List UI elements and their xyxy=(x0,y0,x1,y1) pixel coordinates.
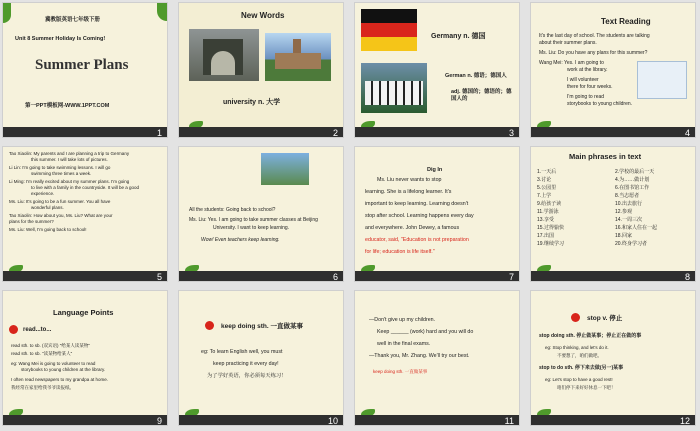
slide-number: 8 xyxy=(684,272,690,282)
slide-title: Summer Plans xyxy=(35,57,129,73)
text-line: —Thank you, Mr. Zhang. We'll try our best. xyxy=(369,353,470,359)
text-line: well in the final exams. xyxy=(377,341,431,347)
text-line: for life; education is life itself." xyxy=(365,249,435,255)
text-line: keep doing sth. 一直做某事 xyxy=(373,369,428,374)
phrase-item: 4.为……做计划 xyxy=(615,177,650,183)
text-line: eg: Stop thinking, and let's do it. xyxy=(545,345,609,350)
slide-number-bar xyxy=(179,415,343,425)
slide-number-bar xyxy=(179,127,343,137)
text-line: there for four weeks. xyxy=(567,84,613,90)
slide-number: 11 xyxy=(504,416,514,426)
slide-unit: Unit 8 Summer Holiday Is Coming! xyxy=(15,36,106,42)
phrase-item: 19.继续学习 xyxy=(537,241,564,247)
university-photo xyxy=(265,33,331,81)
text-line: storybooks to young children. xyxy=(567,101,633,107)
phrase-item: 5.公园里 xyxy=(537,185,557,191)
slide-number-bar xyxy=(531,271,695,281)
slide-number-bar xyxy=(3,127,167,137)
slide-title: Main phrases in text xyxy=(569,152,642,161)
text-line: keep practicing it every day! xyxy=(213,361,279,367)
text-line: 我经常在家里给我爷爷读报纸。 xyxy=(11,385,74,390)
slide-title: Dig In xyxy=(427,167,443,173)
slide-3[interactable] xyxy=(354,2,520,138)
text-line: eg: Wang Mei is going to volunteer to read xyxy=(11,361,96,366)
phrase-item: 11.学游泳 xyxy=(537,209,559,215)
text-line: swimming three times a week. xyxy=(31,171,92,176)
phrase-item: 15.过得愉快 xyxy=(537,225,564,231)
phrase-item: 8.当志愿者 xyxy=(615,193,640,199)
text-line: Ms. Liu: It's going to be a fun summer. You all have xyxy=(9,199,111,204)
slide-title: Language Points xyxy=(53,308,114,317)
text-line: —Don't give up my children. xyxy=(369,317,436,323)
text-line: eg: Let's stop to have a good rest! xyxy=(545,377,613,382)
bullet-icon xyxy=(9,325,18,334)
students-illustration xyxy=(637,61,687,99)
slide-number-bar xyxy=(531,415,695,425)
slide-number: 1 xyxy=(156,128,162,138)
text-line: Wang Mei: Yes. I am going to xyxy=(539,60,604,66)
phrase-item: 1.一天后 xyxy=(537,169,557,175)
country-label: Germany n. 德国 xyxy=(431,33,486,40)
text-line: this summer. I will take lots of pictures. xyxy=(31,157,108,162)
phrase-item: 3.讨论 xyxy=(537,177,552,183)
adj-label: adj. 德国的；德语的；德国人的 xyxy=(451,89,512,102)
bullet-icon xyxy=(571,313,580,322)
text-line: experience. xyxy=(31,191,55,196)
text-line: stop after school. Learning happens every day xyxy=(365,213,474,219)
text-line: It's the last day of school. The students are talking xyxy=(539,33,650,39)
slide-number: 2 xyxy=(332,128,338,138)
phrase-item: 10.出去旅行 xyxy=(615,201,642,207)
text-line: important to keep learning. Learning doesn't xyxy=(365,201,469,207)
text-line: read sth. to sb. "读某物给某人" xyxy=(11,351,73,356)
slide-5[interactable] xyxy=(2,146,168,282)
slide-11[interactable] xyxy=(354,290,520,426)
text-line: I often read newspapers to my grandpa at home. xyxy=(11,377,109,382)
slide-number-bar xyxy=(355,415,519,425)
phrase-item: 20.终身学习者 xyxy=(615,241,647,247)
slide-number-bar xyxy=(531,127,695,137)
slide-6[interactable] xyxy=(178,146,344,282)
slide-2[interactable] xyxy=(178,2,344,138)
phrase-item: 6.在图书馆工作 xyxy=(615,185,650,191)
text-line: Ms. Liu: Do you have any plans for this summer? xyxy=(539,50,648,56)
point-head: stop v. 停止 xyxy=(587,315,623,322)
slide-1[interactable] xyxy=(2,2,168,138)
text-line: about their summer plans. xyxy=(539,40,597,46)
text-line: 咱们停下来好好休息一下吧！ xyxy=(557,385,616,390)
text-line: Keep ______ (work) hard and you will do xyxy=(377,329,474,335)
slide-number-bar xyxy=(355,271,519,281)
slide-number: 7 xyxy=(508,272,514,282)
point-head: keep doing sth. 一直做某事 xyxy=(221,323,303,330)
slide-title: Text Reading xyxy=(601,17,651,26)
phrase-item: 7.上学 xyxy=(537,193,552,199)
slide-number-bar xyxy=(355,127,519,137)
text-line: I'm going to read xyxy=(567,94,605,100)
text-line: and everywhere. John Dewey, a famous xyxy=(365,225,460,231)
text-line: work at the library. xyxy=(567,67,608,73)
phrase-item: 16.和家人住在一起 xyxy=(615,225,657,231)
germany-flag xyxy=(361,9,417,23)
slide-header: 冀教版英语七年级下册 xyxy=(45,17,101,23)
text-line: eg: To learn English well, you must xyxy=(201,349,283,355)
text-line: Li Lin: I'm going to take swimming lessons. I will go xyxy=(9,165,111,170)
language-label: German n. 德语；德国人 xyxy=(445,73,507,79)
slide-12[interactable] xyxy=(530,290,696,426)
slide-title: New Words xyxy=(241,11,285,20)
text-line: stop doing sth. 停止做某事；停止正在做的事 xyxy=(539,333,642,339)
text-line: wonderful plans. xyxy=(31,205,64,210)
phrase-item: 13.享受 xyxy=(537,217,554,223)
text-line: Ms. Liu: Yes. I am going to take summer classes at Beijing xyxy=(189,217,318,223)
slide-10[interactable] xyxy=(178,290,344,426)
text-line: 为了学好英语，你必须每天练习！ xyxy=(207,373,287,379)
text-line: stop to do sth. 停下来去做(另一)某事 xyxy=(539,365,624,371)
slide-9[interactable] xyxy=(2,290,168,426)
text-line: Ms. Liu: Well, I'm going back to school! xyxy=(9,227,87,232)
team-photo xyxy=(361,63,427,113)
slide-number: 5 xyxy=(156,272,162,282)
phrase-item: 18.回家 xyxy=(615,233,632,239)
phrase-item: 2.学校的最后一天 xyxy=(615,169,655,175)
slide-number: 3 xyxy=(508,128,514,138)
phrase-item: 14.一周三次 xyxy=(615,217,642,223)
slide-number-bar xyxy=(3,415,167,425)
phrase-item: 12.参观 xyxy=(615,209,632,215)
text-line: All the students: Going back to school? xyxy=(189,207,276,213)
slide-number: 6 xyxy=(332,272,338,282)
slide-number: 9 xyxy=(156,416,162,426)
text-line: University. I want to keep learning. xyxy=(213,225,290,231)
phrase-item: 9.给孩子读 xyxy=(537,201,562,207)
text-line: Wow! Even teachers keep learning. xyxy=(201,237,280,243)
word-caption: university n. 大学 xyxy=(223,99,281,106)
slide-number: 12 xyxy=(679,416,690,426)
slide-7[interactable] xyxy=(354,146,520,282)
phrase-item: 17.出国 xyxy=(537,233,554,239)
slide-number: 10 xyxy=(327,416,338,426)
slide-8[interactable] xyxy=(530,146,696,282)
slide-number-bar xyxy=(3,271,167,281)
text-line: Li Ming: I'm really excited about my summer plans. I'm going xyxy=(9,179,130,184)
slide-number-bar xyxy=(179,271,343,281)
slide-number: 4 xyxy=(684,128,690,138)
text-line: learning. She is a lifelong learner. It's xyxy=(365,189,452,195)
text-line: plans for the summer? xyxy=(9,219,54,224)
text-line: 不要想了，咱们做吧。 xyxy=(557,353,602,358)
text-line: I will volunteer xyxy=(567,77,599,83)
slide-4[interactable] xyxy=(530,2,696,138)
text-line: read sth. to sb. (双宾语) "给某人读某物" xyxy=(11,343,90,348)
text-line: storybooks to young children at the library. xyxy=(21,367,106,372)
text-line: Ms. Liu never wants to stop xyxy=(377,177,442,183)
gate-photo xyxy=(189,29,259,81)
slide-footer: 第一PPT模板网-WWW.1PPT.COM xyxy=(25,103,110,109)
point-head: read...to... xyxy=(23,327,52,333)
text-line: educator, said, "Education is not preparation xyxy=(365,237,469,243)
text-line: Tao Xiaolin: My parents and I are planning a trip to Germany xyxy=(9,151,130,156)
university-photo xyxy=(261,153,309,185)
text-line: Tao Xiaolin: How about you, Ms. Liu? What are your xyxy=(9,213,113,218)
text-line: to live with a family in the countryside. It will be a good xyxy=(31,185,140,190)
bullet-icon xyxy=(205,321,214,330)
